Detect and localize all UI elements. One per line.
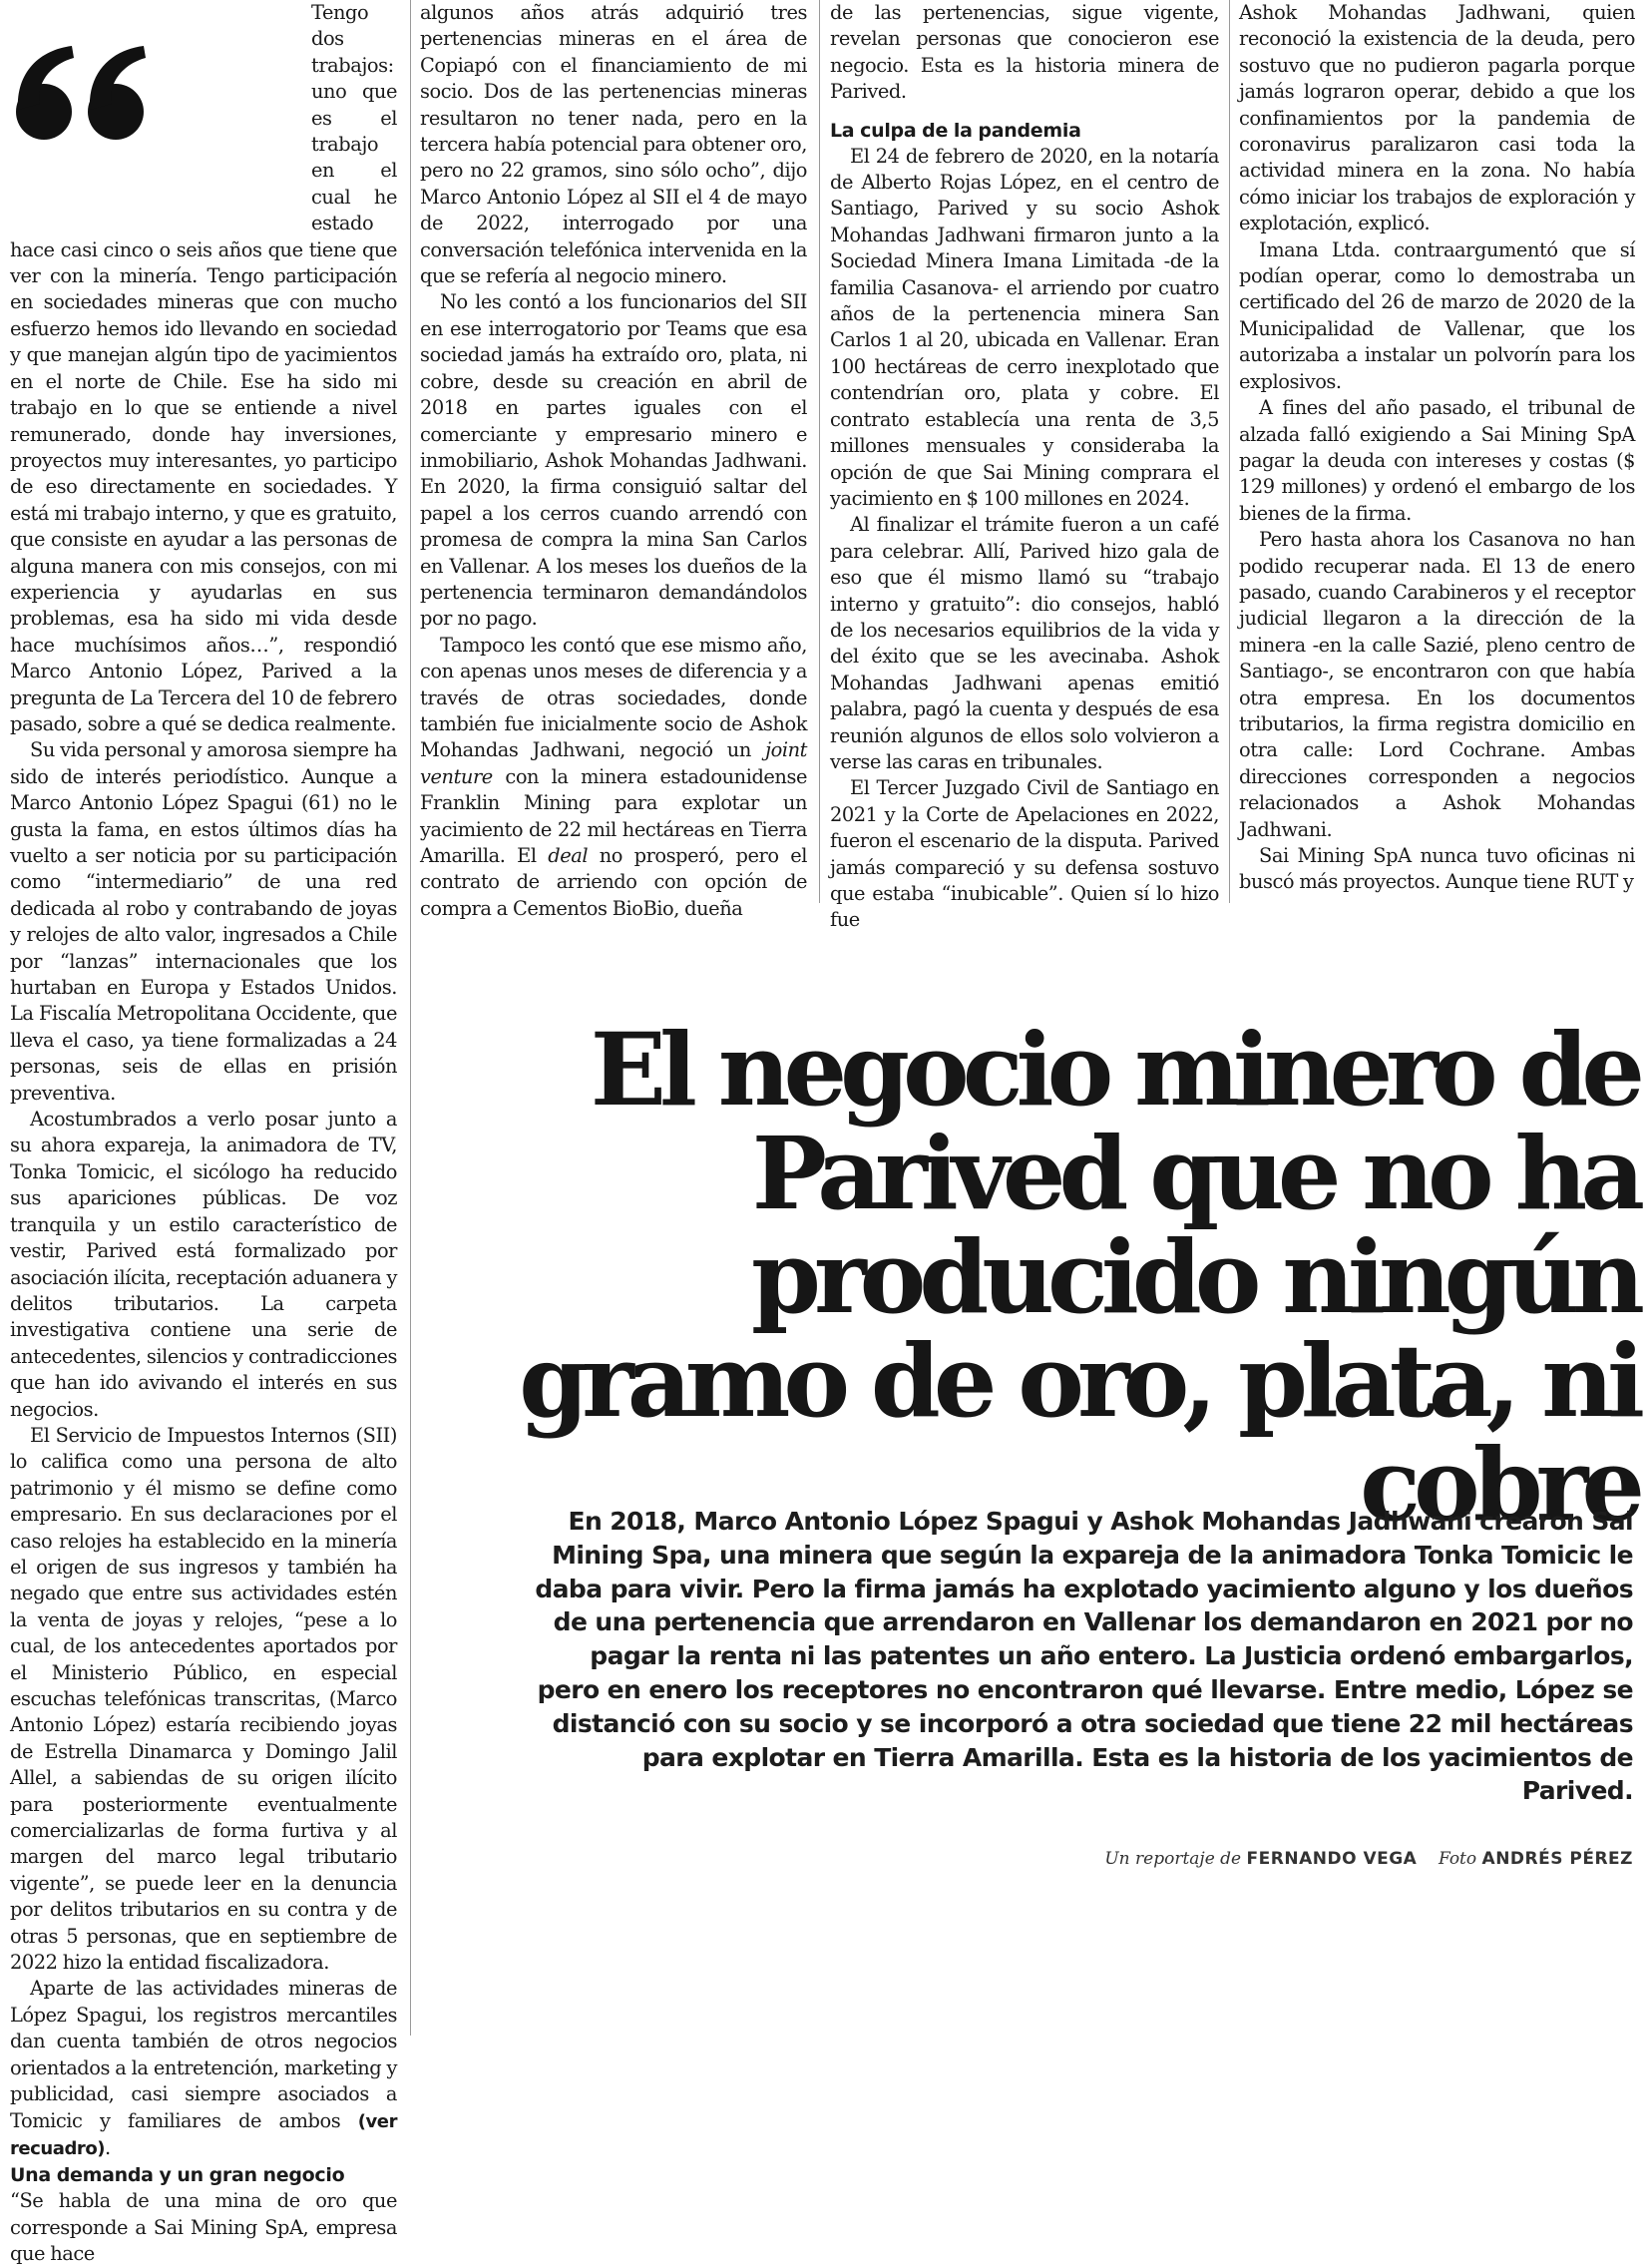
- col4-paragraph-2: Imana Ltda. contraargumentó que sí podían operar, como lo demostraba un certificado del 26 de marzo de 2020 de la Municipalidad de Vallenar, que los autorizaba a instalar un polvorín para los explosivos.: [1239, 237, 1635, 393]
- col4-paragraph-4: Pero hasta ahora los Casanova no han podido recuperar nada. El 13 de enero pasado, cuando Carabineros y el receptor judicial llegaron a la dirección de la minera -en la calle Sazié, pleno centro de Santiago-, se encontraron con que había otra empresa. En los documentos tributarios, la firma registra domicilio en otra calle: Lord Cochrane. Ambas direcciones corresponden a negocios relacionados a Ashok Mohandas Jadhwani.: [1239, 528, 1635, 841]
- col1-paragraph-5: Aparte de las actividades mineras de López Spagui, los registros mercantiles dan cuenta también de otros negocios orientados a la entretención, marketing y publicidad, casi siempre asociados a Tomicic y familiares de ambos (ver recuadro).: [10, 1977, 397, 2159]
- column-divider: [410, 0, 411, 2036]
- section-subhead-pandemia: La culpa de la pandemia: [830, 119, 1081, 142]
- section-subhead-demanda: Una demanda y un gran negocio: [10, 2164, 345, 2187]
- article-dek: En 2018, Marco Antonio López Spagui y Ashok Mohandas Jadhwani crearon Sai Mining Spa, una minera que según la expareja de la animadora Tonka Tomicic le daba para vivir. Pero la firma jamás ha explotado yacimiento alguno y los dueños de una pertenencia que arrendaron en Vallenar los demandaron en 2021 por no pagar la renta ni las patentes un año entero. La Justicia ordenó embargarlos, pero en enero los receptores no encontraron qué llevarse. Entre medio, López se distanció con su socio y se incorporó a otra sociedad que tiene 22 mil hectáreas para explotar en Tierra Amarilla. Esta es la historia de los yacimientos de Parived.: [535, 1507, 1633, 1806]
- quote-marks-icon: [10, 42, 160, 142]
- column-divider: [819, 0, 820, 903]
- ver-recuadro-link[interactable]: (ver recuadro): [10, 2110, 397, 2159]
- col4-paragraph-3: A fines del año pasado, el tribunal de alzada falló exigiendo a Sai Mining SpA pagar la deuda con intereses y costas ($ 129 millones) y ordenó el embargo de los bienes de la firma.: [1239, 396, 1635, 525]
- col3-paragraph-2: El 24 de febrero de 2020, en la notaría de Alberto Rojas López, en el centro de Santiago, Parived y su socio Ashok Mohandas Jadhwani firmaron junto a la Sociedad Minera Imana Limitada -de la familia Casanova- el arriendo por cuatro años de la pertenencia minera San Carlos 1 al 20, ubicada en Vallenar. Eran 100 hectáreas de cerro inexplotado que contendrían oro, plata y cobre. El contrato establecía una renta de 3,5 millones mensuales y consideraba la opción de que Sai Mining comprara el yacimiento en $ 100 millones en 2024.: [830, 144, 1219, 510]
- col1-paragraph-6: “Se habla de una mina de oro que corresponde a Sai Mining SpA, empresa que hace: [10, 2189, 397, 2266]
- col2-paragraph-2: No les contó a los funcionarios del SII en ese interrogatorio por Teams que esa sociedad jamás ha extraído oro, plata, ni cobre, desde su creación en abril de 2018 en partes iguales con el comerciante y empresario minero e inmobiliario, Ashok Mohandas Jadhwani. En 2020, la firma consiguió saltar del papel a los cerros cuando arrendó con promesa de compra la mina San Carlos en Vallenar. A los meses los dueños de la pertenencia terminaron demandándolos por no pago.: [420, 290, 807, 631]
- article-headline: El negocio minero de Parived que no ha producido ningún gramo de oro, plata, ni cobre: [519, 1011, 1638, 1544]
- column-divider: [1229, 0, 1230, 903]
- byline-photo-label: Foto: [1438, 1849, 1477, 1869]
- col2-paragraph-3: Tampoco les contó que ese mismo año, con apenas unos meses de diferencia y a través de otras sociedades, donde también fue inicialmente socio de Ashok Mohandas Jadhwani, negoció un joint venture con la minera estadounidense Franklin Mining para explotar un yacimiento de 22 mil hectáreas en Tierra Amarilla. El deal no prosperó, pero el contrato de arriendo con opción de compra a Cementos BioBio, dueña: [420, 633, 807, 920]
- byline-report-label: Un reportaje de: [1104, 1849, 1242, 1869]
- byline-author: FERNANDO VEGA: [1246, 1849, 1418, 1869]
- col2-paragraph-1: algunos años atrás adquirió tres pertenencias mineras en el área de Copiapó con el financiamiento de mi socio. Dos de las pertenencias mineras resultaron no tener nada, pero en la tercera había potencial para obtener oro, pero no 22 gramos, sino sólo ocho”, dijo Marco Antonio López al SII el 4 de mayo de 2022, interrogado por una conversación telefónica intervenida en la que se refería al negocio minero.: [420, 1, 807, 288]
- col1-paragraph-4: El Servicio de Impuestos Internos (SII) lo califica como una persona de alto patrimonio y él mismo se define como empresario. En sus declaraciones por el caso relojes ha establecido en la minería el origen de sus ingresos y también ha negado que entre sus actividades estén la venta de joyas y relojes, “pese a lo cual, de los antecedentes aportados por el Ministerio Público, en especial escuchas telefónicas transcritas, (Marco Antonio López) estaría recibiendo joyas de Estrella Dinamarca y Domingo Jalil Allel, a sabiendas de su origen ilícito para posteriormente eventualmente comercializarlas de forma furtiva y al margen del marco legal tributario vigente”, se puede leer en la denuncia por delitos tributarios en su contra y de otras 5 personas, que en septiembre de 2022 hizo la entidad fiscalizadora.: [10, 1423, 397, 1975]
- col3-paragraph-1: de las pertenencias, sigue vigente, revelan personas que conocieron ese negocio. Esta es la historia minera de Parived.: [830, 1, 1219, 104]
- byline-photographer: ANDRÉS PÉREZ: [1481, 1849, 1633, 1869]
- col1-paragraph-2: Su vida personal y amorosa siempre ha sido de interés periodístico. Aunque a Marco Antonio López Spagui (61) no le gusta la fama, en estos últimos días ha vuelto a ser noticia por su participación como “intermediario” de una red dedicada al robo y contrabando de joyas y relojes de alto valor, ingresados a Chile por “lanzas” internacionales que los hurtaban en Europa y Estados Unidos. La Fiscalía Metropolitana Occidente, que lleva el caso, ya tiene formalizadas a 24 personas, seis de ellas en prisión preventiva.: [10, 738, 397, 1105]
- byline: [1104, 1849, 1633, 1869]
- column-1: [10, 0, 397, 2266]
- column-3: [830, 0, 1219, 932]
- col3-paragraph-3: Al finalizar el trámite fueron a un café para celebrar. Allí, Parived hizo gala de eso que él mismo llamó su “trabajo interno y gratuito”: dio consejos, habló de los necesarios equilibrios de la vida y del éxito que se les avecinaba. Ashok Mohandas Jadhwani apenas emitió palabra, pagó la cuenta y después de esa reunión algunos de ellos solo volvieron a verse las caras en tribunales.: [830, 513, 1219, 773]
- column-2: [420, 0, 807, 920]
- col3-paragraph-4: El Tercer Juzgado Civil de Santiago en 2021 y la Corte de Apelaciones en 2022, fueron el escenario de la disputa. Parived jamás compareció y su defensa sostuvo que estaba “inubicable”. Quien sí lo hizo fue: [830, 776, 1219, 932]
- col1-paragraph-1: Tengo dos trabajos: uno que es el trabajo en el cual he estado hace casi cinco o seis años que tiene que ver con la minería. Tengo participación en sociedades mineras que con mucho esfuerzo hemos ido llevando en sociedad y que manejan algún tipo de yacimientos en el norte de Chile. Ese ha sido mi trabajo en lo que se entiende a nivel remunerado, donde hay inversiones, proyectos muy interesantes, yo participo de eso directamente en sociedades. Y está mi trabajo interno, y que es gratuito, que consiste en ayudar a las personas de alguna manera con mis consejos, con mi experiencia y ayudarlas en sus problemas, esa ha sido mi vida desde hace muchísimos años…”, respondió Marco Antonio López, Parived a la pregunta de La Tercera del 10 de febrero pasado, sobre a qué se dedica realmente.: [10, 1, 397, 735]
- col1-paragraph-3: Acostumbrados a verlo posar junto a su ahora expareja, la animadora de TV, Tonka Tomicic, el sicólogo ha reducido sus apariciones públicas. De voz tranquila y un estilo característico de vestir, Parived está formalizado por asociación ilícita, receptación aduanera y delitos tributarios. La carpeta investigativa contiene una serie de antecedentes, silencios y contradicciones que han ido avivando el interés en sus negocios.: [10, 1108, 397, 1421]
- col4-paragraph-5: Sai Mining SpA nunca tuvo oficinas ni buscó más proyectos. Aunque tiene RUT y: [1239, 844, 1635, 894]
- column-4: [1239, 0, 1635, 903]
- col4-paragraph-1: Ashok Mohandas Jadhwani, quien reconoció la existencia de la deuda, pero sostuvo que no pudieron pagarla porque jamás lograron operar, debido a que los confinamientos por la pandemia de coronavirus paralizaron casi toda la actividad minera en la zona. No había cómo iniciar los trabajos de exploración y explotación, explicó.: [1239, 1, 1635, 235]
